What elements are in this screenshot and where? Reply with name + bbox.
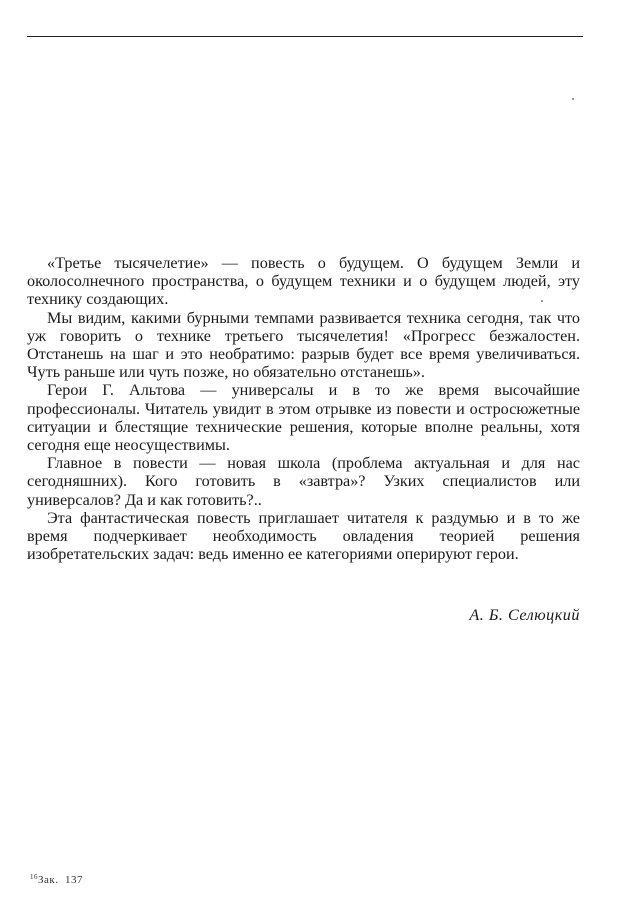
footer-order-label: Зак. (38, 874, 59, 886)
footer-order-number: 137 (65, 874, 83, 886)
paragraph-3: Герои Г. Альтова — универсалы и в то же время высочайшие профессионалы. Читатель увидит в этом отрывке из повести и остросюжетные ситуации и блестящие технические решения, которые вполне реальны, хотя сегодня еще неосуществимы. (27, 381, 580, 455)
article-text (27, 254, 580, 563)
paragraph-4: Главное в повести — новая школа (проблема актуальная и для нас сегодняшних). Кого готовить в «завтра»? Узких специалистов или универсалов? Да и как готовить?.. (27, 454, 580, 509)
page-footer (30, 873, 83, 886)
print-speck (572, 98, 574, 100)
print-speck (541, 300, 543, 302)
paragraph-2: Мы видим, какими бурными темпами развивается техника сегодня, так что уж говорить о технике третьего тысячелетия! «Прогресс безжалостен. Отстанешь на шаг и это необратимо: разрыв будет все время увеличиваться. Чуть раньше или чуть позже, но обязательно отстанешь». (27, 308, 580, 382)
footer-sheet-mark: 16 (30, 873, 38, 881)
top-rule (27, 36, 583, 37)
author-signature: А. Б. Селюцкий (469, 606, 580, 624)
paragraph-1: «Третье тысячелетие» — повесть о будущем. О будущем Земли и околосолнечного пространства, о будущем техники и о будущем людей, эту технику создающих. (27, 254, 580, 309)
paragraph-5: Эта фантастическая повесть приглашает читателя к раздумью и в то же время подчеркивает необходимость овладения теорией решения изобретательских задач: ведь именно ее категориями оперируют герои. (27, 508, 580, 564)
